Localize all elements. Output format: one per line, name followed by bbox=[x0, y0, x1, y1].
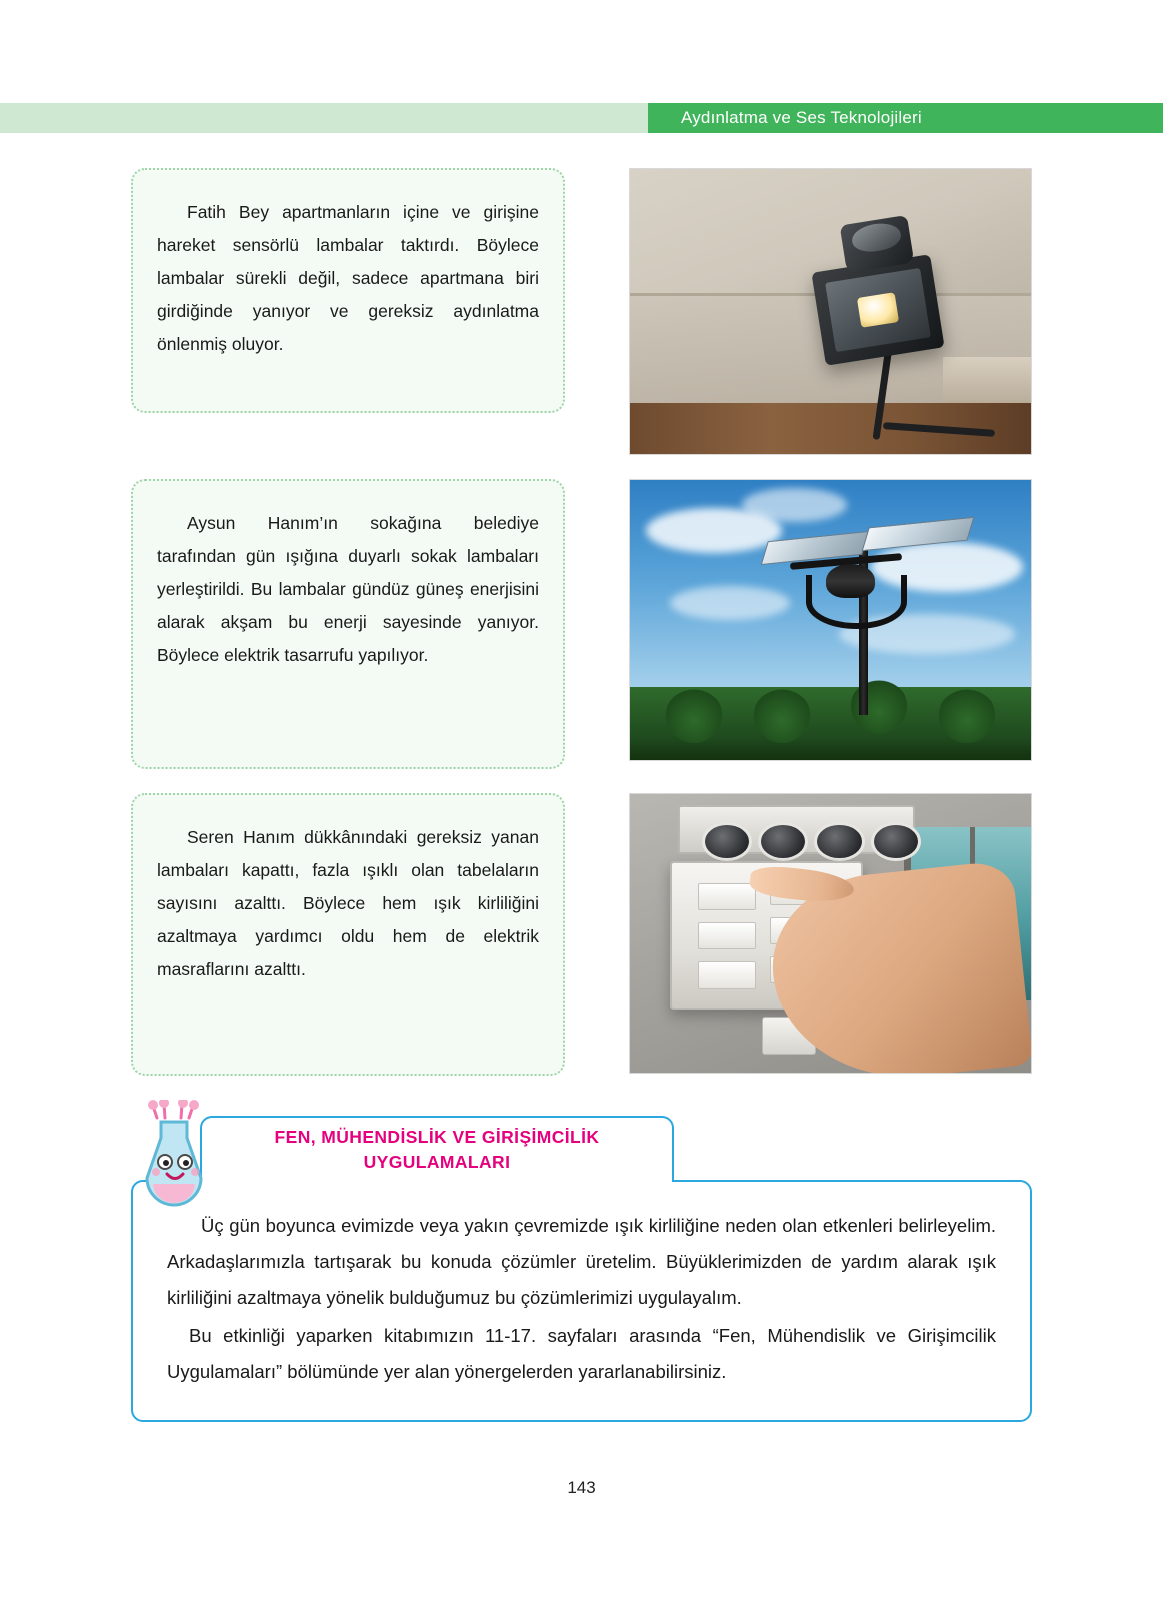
fen-tab-line1: FEN, MÜHENDİSLİK VE GİRİŞİMCİLİK bbox=[274, 1127, 600, 1147]
electric-meter-dial bbox=[814, 822, 864, 861]
sensor-dome bbox=[849, 221, 902, 255]
fen-paragraph-1: Üç gün boyunca evimizde veya yakın çevremizde ışık kirliliğine neden olan etkenleri belirleyelim. Arkadaşlarımızla tartışarak bu konuda çözümler üretelim. Büyüklerimizden de yardım alarak ışık kirliliğini azaltmaya yönelik bulduğumuz bu çözümlerimizi uygulayalım. bbox=[167, 1215, 996, 1308]
electric-meter-dial bbox=[871, 822, 921, 861]
wall-panel bbox=[943, 357, 1031, 403]
story-row bbox=[131, 793, 1032, 1076]
fen-section-body bbox=[131, 1180, 1032, 1422]
page-number: 143 bbox=[567, 1478, 596, 1497]
fen-section-tab bbox=[200, 1116, 674, 1182]
story-paragraph: Fatih Bey apartmanların içine ve girişine hareket sensörlü lambalar taktırdı. Böylece lambalar sürekli değil, sadece apartmana biri girdiğinde yanıyor ve gereksiz aydınlatma önlenmiş oluyor. bbox=[157, 202, 539, 354]
story-paragraph: Seren Hanım dükkânındaki gereksiz yanan lambaları kapattı, fazla ışıklı olan tabelaların sayısını azalttı. Böylece hem ışık kirliliğini azaltmaya yardımcı oldu hem de elektrik masraflarını azalttı. bbox=[157, 827, 539, 979]
fen-paragraph-2: Bu etkinliği yaparken kitabımızın 11-17. sayfaları arasında “Fen, Mühendislik ve Girişimcilik Uygulamaları” bölümünde yer alan yönergelerden yararlanabilirsiniz. bbox=[167, 1325, 996, 1382]
light-switch bbox=[698, 883, 756, 910]
lamp-head bbox=[826, 564, 874, 598]
story-row bbox=[131, 168, 1032, 455]
cloud bbox=[742, 488, 846, 522]
light-switch bbox=[698, 922, 756, 949]
hand-pressing-light-switch-photo bbox=[629, 793, 1032, 1074]
header-left-strip bbox=[0, 103, 648, 133]
page-title: Aydınlatma ve Ses Teknolojileri bbox=[681, 108, 922, 127]
floodlight-body bbox=[812, 254, 946, 366]
story-paragraph: Aysun Hanım’ın sokağına belediye tarafından gün ışığına duyarlı sokak lambaları yerleştirildi. Bu lambalar gündüz güneş enerjisini alarak akşam bu enerji sayesinde yanıyor. Böylece elektrik tasarrufu yapılıyor. bbox=[157, 513, 539, 665]
content-area bbox=[131, 168, 1032, 1100]
story-row bbox=[131, 479, 1032, 769]
page-header bbox=[0, 103, 1163, 133]
fen-tab-line2: UYGULAMALARI bbox=[363, 1152, 511, 1172]
floodlight-glass bbox=[826, 268, 932, 352]
solar-street-lamp-photo bbox=[629, 479, 1032, 761]
story-textbox bbox=[131, 793, 565, 1076]
motion-sensor-floodlight-photo bbox=[629, 168, 1032, 455]
story-textbox bbox=[131, 168, 565, 413]
light-switch bbox=[698, 961, 756, 988]
cloud bbox=[670, 586, 790, 620]
mascot-icon bbox=[131, 1100, 223, 1220]
led-chip bbox=[857, 292, 900, 328]
story-textbox bbox=[131, 479, 565, 769]
